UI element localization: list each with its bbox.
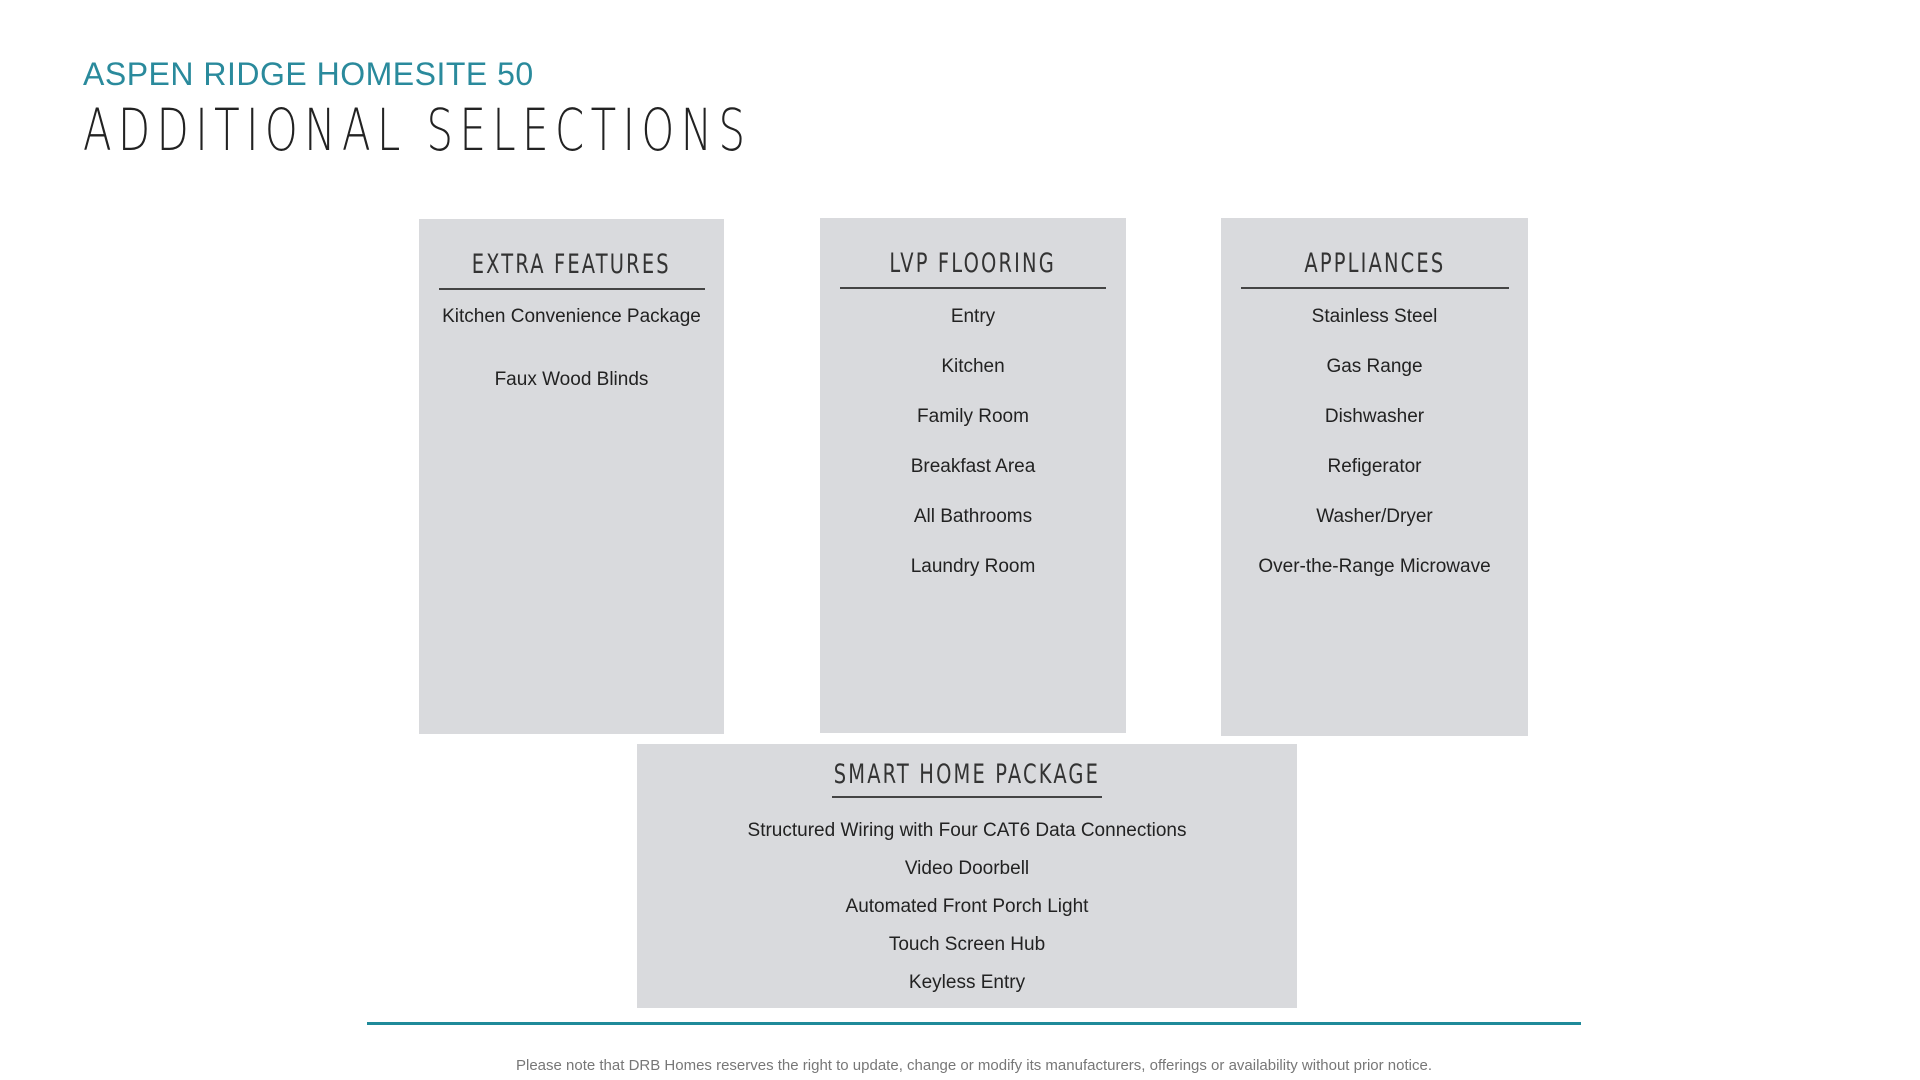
smart-home-panel <box>637 744 1297 1008</box>
appliances-header <box>1221 218 1528 289</box>
list-item: Gas Range <box>1326 356 1423 377</box>
list-item: Stainless Steel <box>1311 306 1438 327</box>
list-item: Touch Screen Hub <box>888 934 1046 955</box>
homesite-subtitle: ASPEN RIDGE HOMESITE 50 <box>83 56 534 92</box>
footer-divider <box>367 1022 1581 1025</box>
extra-features-header <box>419 219 724 290</box>
appliances-panel <box>1221 218 1528 736</box>
list-item: Keyless Entry <box>908 972 1026 993</box>
smart-home-list <box>637 812 1297 1002</box>
smart-home-header <box>637 744 1297 798</box>
list-item: All Bathrooms <box>913 506 1033 527</box>
list-item: Laundry Room <box>910 556 1036 577</box>
disclaimer-text: Please note that DRB Homes reserves the right to update, change or modify its manufacturers, offerings or availability without prior notice. <box>515 1057 1432 1074</box>
page-title: ADDITIONAL SELECTIONS <box>83 96 752 164</box>
lvp-flooring-list <box>820 301 1126 582</box>
list-item: Kitchen <box>941 356 1005 377</box>
list-item: Video Doorbell <box>904 858 1030 879</box>
smart-home-heading: SMART HOME PACKAGE <box>833 759 1101 790</box>
list-item: Kitchen Convenience Package <box>442 306 701 327</box>
lvp-flooring-header <box>820 218 1126 289</box>
extra-features-heading: EXTRA FEATURES <box>471 249 672 280</box>
list-item: Breakfast Area <box>910 456 1036 477</box>
list-item: Entry <box>950 306 996 327</box>
list-item: Automated Front Porch Light <box>845 896 1089 917</box>
extra-features-list <box>419 301 724 395</box>
appliances-divider <box>1241 287 1509 289</box>
list-item: Refigerator <box>1327 456 1422 477</box>
extra-features-divider <box>439 288 705 290</box>
smart-home-divider <box>832 796 1102 798</box>
appliances-list <box>1221 301 1528 582</box>
lvp-flooring-panel <box>820 218 1126 733</box>
list-item: Dishwasher <box>1324 406 1425 427</box>
list-item: Structured Wiring with Four CAT6 Data Connections <box>747 820 1187 841</box>
lvp-flooring-divider <box>840 287 1106 289</box>
list-item: Washer/Dryer <box>1316 506 1433 527</box>
appliances-heading: APPLIANCES <box>1304 248 1445 279</box>
list-item: Family Room <box>917 406 1029 427</box>
extra-features-panel <box>419 219 724 734</box>
list-item: Over-the-Range Microwave <box>1258 556 1491 577</box>
list-item: Faux Wood Blinds <box>494 369 649 390</box>
lvp-flooring-heading: LVP FLOORING <box>889 248 1057 279</box>
